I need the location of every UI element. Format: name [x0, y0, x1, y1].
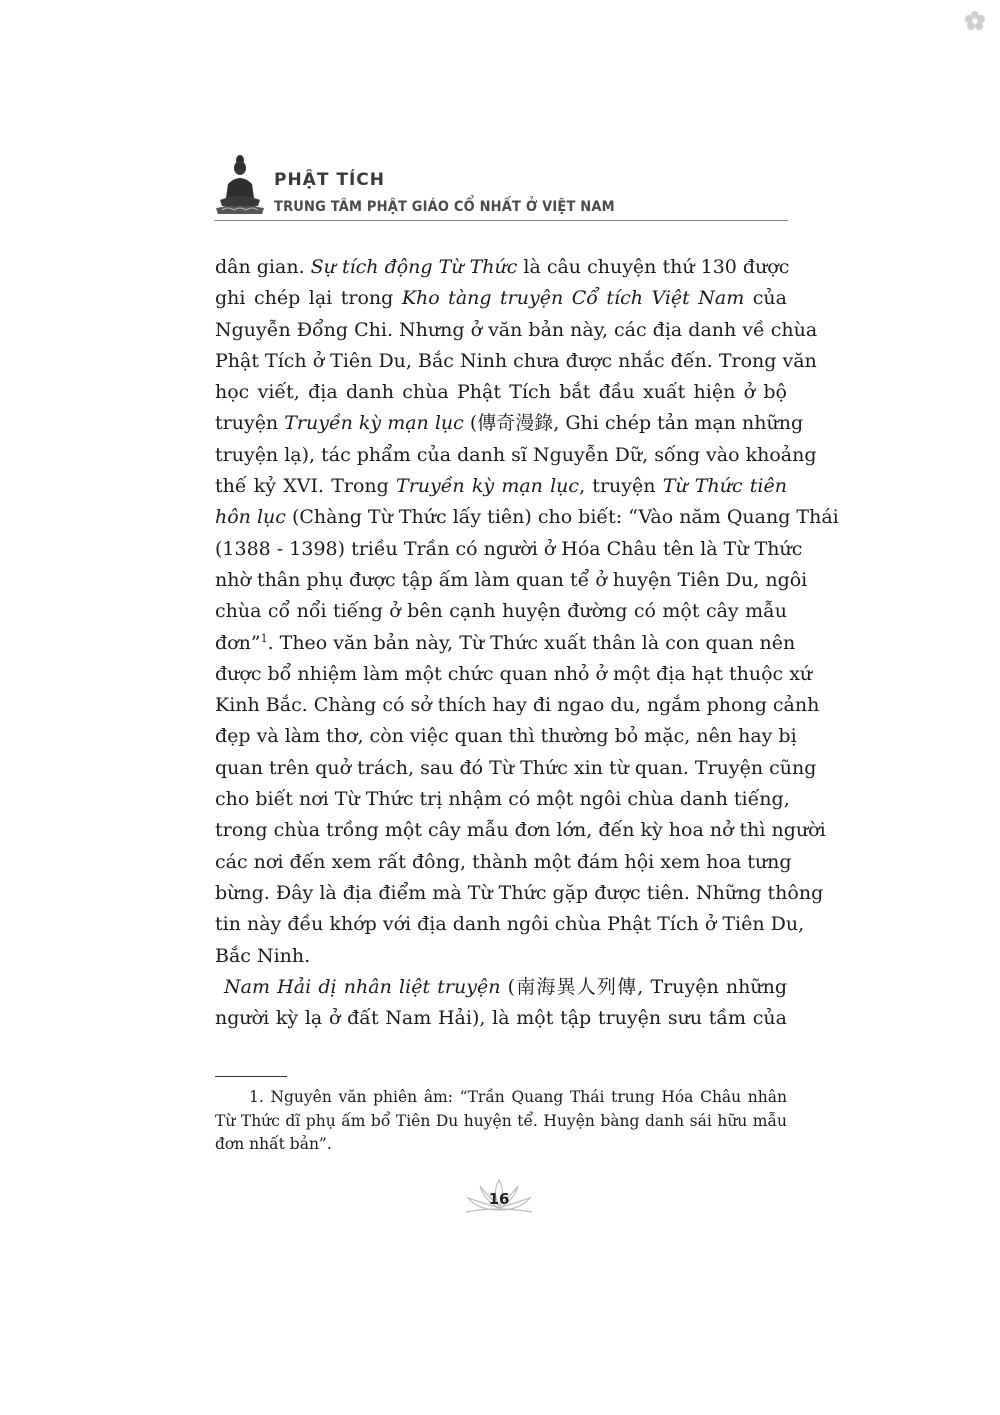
text-line: (1388 - 1398) triều Trần có người ở Hóa Châu tên là Từ Thức — [215, 537, 803, 560]
text-line: đơn”$^1$. Theo văn bản này, Từ Thức xuất thân là con quan nên — [215, 631, 796, 654]
text-line: Nguyễn Đổng Chi. Nhưng ở văn bản này, các địa danh về chùa — [215, 318, 818, 341]
footnote-divider — [215, 1076, 287, 1077]
text-line: chùa cổ nổi tiếng ở bên cạnh huyện đường có một cây mẫu — [215, 600, 787, 623]
text-line: Phật Tích ở Tiên Du, Bắc Ninh chưa được nhắc đến. Trong văn — [215, 349, 817, 372]
text-line: thế kỷ XVI. Trong Truyền kỳ mạn lục, truyện Từ Thức tiên — [215, 475, 787, 498]
footnote-line: 1. Nguyên văn phiên âm: “Trần Quang Thái trung Hóa Châu nhân — [249, 1088, 787, 1106]
text-line: học viết, địa danh chùa Phật Tích bắt đầu xuất hiện ở bộ — [215, 381, 787, 404]
text-line: bừng. Đây là địa điểm mà Từ Thức gặp được tiên. Những thông — [215, 881, 824, 904]
footnote-line: đơn nhất bản”. — [215, 1135, 332, 1153]
text-line: các nơi đến xem rất đông, thành một đám hội xem hoa tưng — [215, 850, 792, 873]
text-line: truyện lạ), tác phẩm của danh sĩ Nguyễn Dữ, sống vào khoảng — [215, 443, 817, 466]
footnote-line: Từ Thức dĩ phụ ấm bổ Tiên Du huyện tể. Huyện bàng danh sái hữu mẫu — [215, 1111, 787, 1130]
text-line: người kỳ lạ ở đất Nam Hải), là một tập truyện sưu tầm của — [215, 1007, 787, 1030]
text-line: đẹp và làm thơ, còn việc quan thì thường bỏ mặc, nên hay bị — [215, 725, 797, 748]
text-line: cho biết nơi Từ Thức trị nhậm có một ngôi chùa danh tiếng, — [215, 788, 790, 811]
text-line: Nam Hải dị nhân liệt truyện (南海異人列傳, Truyện những — [224, 975, 787, 998]
corner-flower-icon — [964, 10, 986, 32]
header-title: PHẬT TÍCH — [274, 170, 385, 190]
buddha-icon — [214, 154, 266, 216]
footnote-ref: 1 — [260, 631, 268, 645]
text-line: trong chùa trồng một cây mẫu đơn lớn, đến kỳ hoa nở thì người — [215, 819, 826, 842]
footnote — [215, 1086, 787, 1157]
text-line: tin này đều khớp với địa danh ngôi chùa Phật Tích ở Tiên Du, — [215, 913, 805, 936]
text-line: truyện Truyền kỳ mạn lục (傳奇漫錄, Ghi chép tản mạn những — [215, 412, 804, 435]
text-line: Bắc Ninh. — [215, 944, 311, 967]
text-line: dân gian. Sự tích động Từ Thức là câu chuyện thứ 130 được — [215, 256, 790, 278]
text-line: ghi chép lại trong Kho tàng truyện Cổ tích Việt Nam của — [215, 287, 787, 310]
text-line: hôn lục (Chàng Từ Thức lấy tiên) cho biết: “Vào năm Quang Thái — [215, 506, 839, 529]
text-line: nhờ thân phụ được tập ấm làm quan tể ở huyện Tiên Du, ngôi — [215, 568, 808, 591]
running-header — [214, 150, 788, 222]
text-line: quan trên quở trách, sau đó Từ Thức xin từ quan. Truyện cũng — [215, 756, 817, 779]
text-line: được bổ nhiệm làm một chức quan nhỏ ở một địa hạt thuộc xứ — [215, 662, 813, 685]
main-text — [215, 252, 839, 1034]
page-number: 16 — [488, 1190, 510, 1208]
text-line: Kinh Bắc. Chàng có sở thích hay đi ngao du, ngắm phong cảnh — [215, 694, 820, 717]
header-subtitle: TRUNG TÂM PHẬT GIÁO CỔ NHẤT Ở VIỆT NAM — [274, 199, 615, 215]
header-divider — [214, 220, 788, 221]
